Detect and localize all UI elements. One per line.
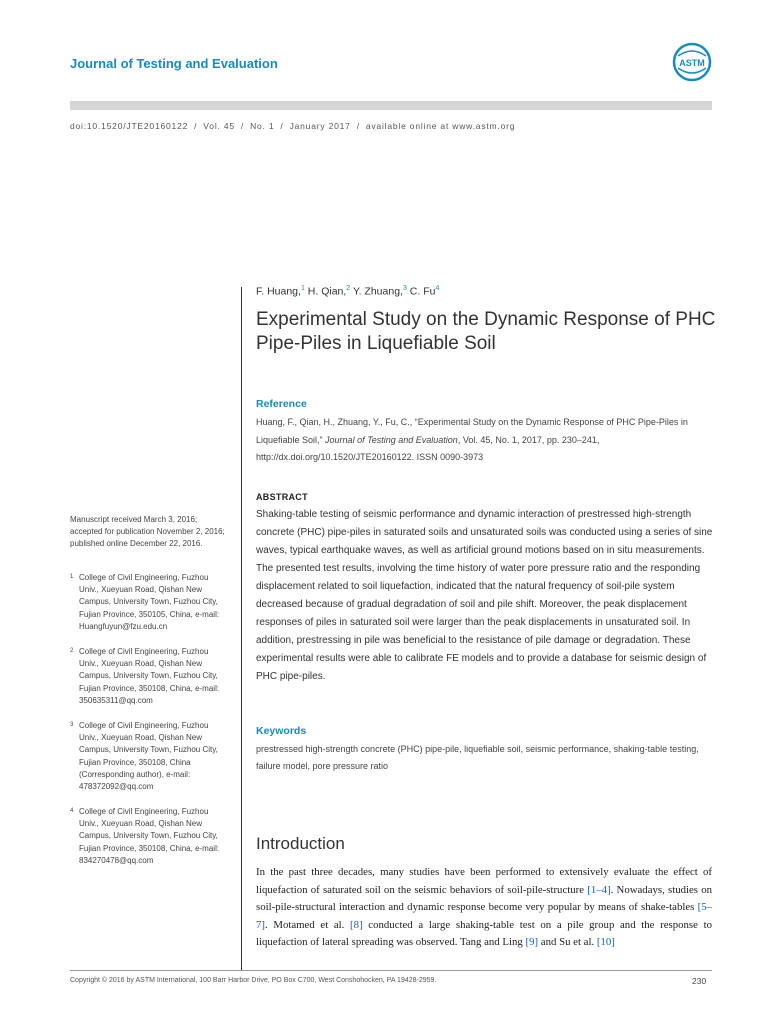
author: Y. Zhuang, bbox=[352, 285, 403, 298]
copyright: Copyright © 2016 by ASTM International, 100 Barr Harbor Drive, PO Box C700, West Conshohocken, PA 19428-2959. bbox=[70, 977, 437, 984]
affiliation bbox=[70, 806, 230, 867]
column-divider bbox=[241, 287, 242, 970]
reference-part: Huang, F., Qian, H., Zhuang, Y., Fu, C., “Experimental Study on the Dynamic Response of PHC Pipe-Piles in Liquefiable Soil,” bbox=[256, 417, 688, 445]
logo-text: ASTM bbox=[679, 58, 705, 68]
keywords-heading: Keywords bbox=[256, 725, 307, 737]
introduction-heading: Introduction bbox=[256, 834, 345, 853]
header-bar bbox=[70, 101, 712, 110]
affiliation bbox=[70, 572, 230, 633]
intro-part: conducted a large shaking-table test on a pile group and the response to liquefaction of lateral spreading was observed. Tang and Ling bbox=[256, 918, 712, 949]
author-sup: 4 bbox=[435, 285, 440, 292]
affiliation bbox=[70, 720, 230, 793]
affiliation-number: 3 bbox=[70, 722, 74, 728]
citation-link[interactable]: [8] bbox=[350, 918, 363, 931]
citation-link[interactable]: [5–7] bbox=[256, 901, 712, 931]
author-sup: 3 bbox=[402, 285, 407, 292]
author-sup: 1 bbox=[300, 285, 305, 292]
affiliation-number: 2 bbox=[70, 648, 74, 654]
intro-part: and Su et al. bbox=[538, 936, 597, 949]
volume: Vol. 45 bbox=[203, 121, 235, 131]
article-meta: doi:10.1520/JTE20160122 / Vol. 45 / No. 1 / January 2017 / available online at www.astm.org bbox=[70, 121, 516, 131]
affiliation-number: 1 bbox=[70, 574, 74, 580]
affiliation-text: College of Civil Engineering, Fuzhou Univ., Xueyuan Road, Qishan New Campus, University Town, Fuzhou City, Fujian Province, 350108, China (Corresponding author), e-mail: 478372092@qq.com bbox=[79, 721, 218, 792]
issue-number: No. 1 bbox=[250, 121, 275, 131]
affiliation-text: College of Civil Engineering, Fuzhou Univ., Xueyuan Road, Qishan New Campus, University Town, Fuzhou City, Fujian Province, 350108, China, e-mail: 350635311@qq.com bbox=[79, 647, 220, 705]
journal-name: Journal of Testing and Evaluation bbox=[70, 56, 278, 71]
reference-heading: Reference bbox=[256, 398, 307, 410]
reference-part: , Vol. 45, No. 1, 2017, pp. 230–241, http://dx.doi.org/10.1520/JTE20160122. ISSN 0090-3973 bbox=[256, 434, 600, 462]
author-sup: 2 bbox=[346, 285, 351, 292]
author: H. Qian, bbox=[307, 285, 347, 298]
keywords-text: prestressed high-strength concrete (PHC) pipe-pile, liquefiable soil, seismic performance, shaking-table testing, failure model, pore pressure ratio bbox=[256, 744, 699, 771]
intro-part: . Motamed et al. bbox=[265, 918, 351, 931]
availability: available online at www.astm.org bbox=[365, 121, 516, 131]
introduction-text bbox=[256, 864, 712, 952]
abstract-text: Shaking-table testing of seismic performance and dynamic interaction of prestressed high-strength concrete (PHC) pipe-piles in saturated soils and unsaturated soils was conducted using a series of sine waves, typical earthquake waves, as well as artificial ground motions based on in situ measurements. The presented test results, involving the time history of water pore pressure ratio and the responding displacement related to soil liquefaction, indicated that the natural frequency of soil-pile system decreased because of gradual degradation of soil and pile shift. Moreover, the peak displacement responses of piles in saturated soil were larger than the peak displacements in unsaturated soil. In addition, prestressing in pile was beneficial to the resistance of pile damage or degradation. These experimental results were able to calibrate FE models and to provide a database for seismic design of PHC pipe-piles. bbox=[256, 509, 713, 682]
citation-link[interactable]: [9] bbox=[525, 936, 539, 949]
affiliation-text: College of Civil Engineering, Fuzhou Univ., Xueyuan Road, Qishan New Campus, University Town, Fuzhou City, Fujian Province, 350108, China, e-mail: 834270478@qq.com bbox=[79, 807, 220, 865]
astm-logo-icon bbox=[672, 42, 712, 82]
author: F. Huang, bbox=[256, 285, 301, 298]
issue-date: January 2017 bbox=[289, 121, 351, 131]
manuscript-note: Manuscript received March 3, 2016; accepted for publication November 2, 2016; published online December 22, 2016. bbox=[70, 515, 225, 549]
paper-title: Experimental Study on the Dynamic Response of PHC Pipe-Piles in Liquefiable Soil bbox=[256, 309, 716, 354]
affiliation bbox=[70, 646, 230, 707]
reference-text bbox=[256, 414, 712, 467]
intro-part: . Nowadays, studies on soil-pile-structural interaction and dynamic response become very popular by means of shake-tables bbox=[256, 883, 712, 914]
intro-part: In the past three decades, many studies have been performed to extensively evaluate the effect of liquefaction of saturated soil on the seismic behaviors of soil-pile-structure bbox=[256, 866, 712, 896]
page-number: 230 bbox=[692, 976, 707, 986]
author-list bbox=[256, 285, 439, 298]
abstract-heading: ABSTRACT bbox=[256, 492, 308, 502]
author: C. Fu bbox=[409, 285, 436, 298]
citation-link[interactable]: [10] bbox=[596, 936, 615, 949]
affiliation-text: College of Civil Engineering, Fuzhou Univ., Xueyuan Road, Qishan New Campus, University Town, Fuzhou City, Fujian Province, 350105, China, e-mail: Huangfuyun@fzu.edu.cn bbox=[79, 573, 220, 631]
footer-rule bbox=[70, 970, 712, 971]
citation-link[interactable]: [1–4] bbox=[587, 883, 611, 896]
affiliation-number: 4 bbox=[70, 808, 74, 814]
reference-journal: Journal of Testing and Evaluation bbox=[325, 434, 458, 445]
doi: doi:10.1520/JTE20160122 bbox=[70, 121, 189, 131]
